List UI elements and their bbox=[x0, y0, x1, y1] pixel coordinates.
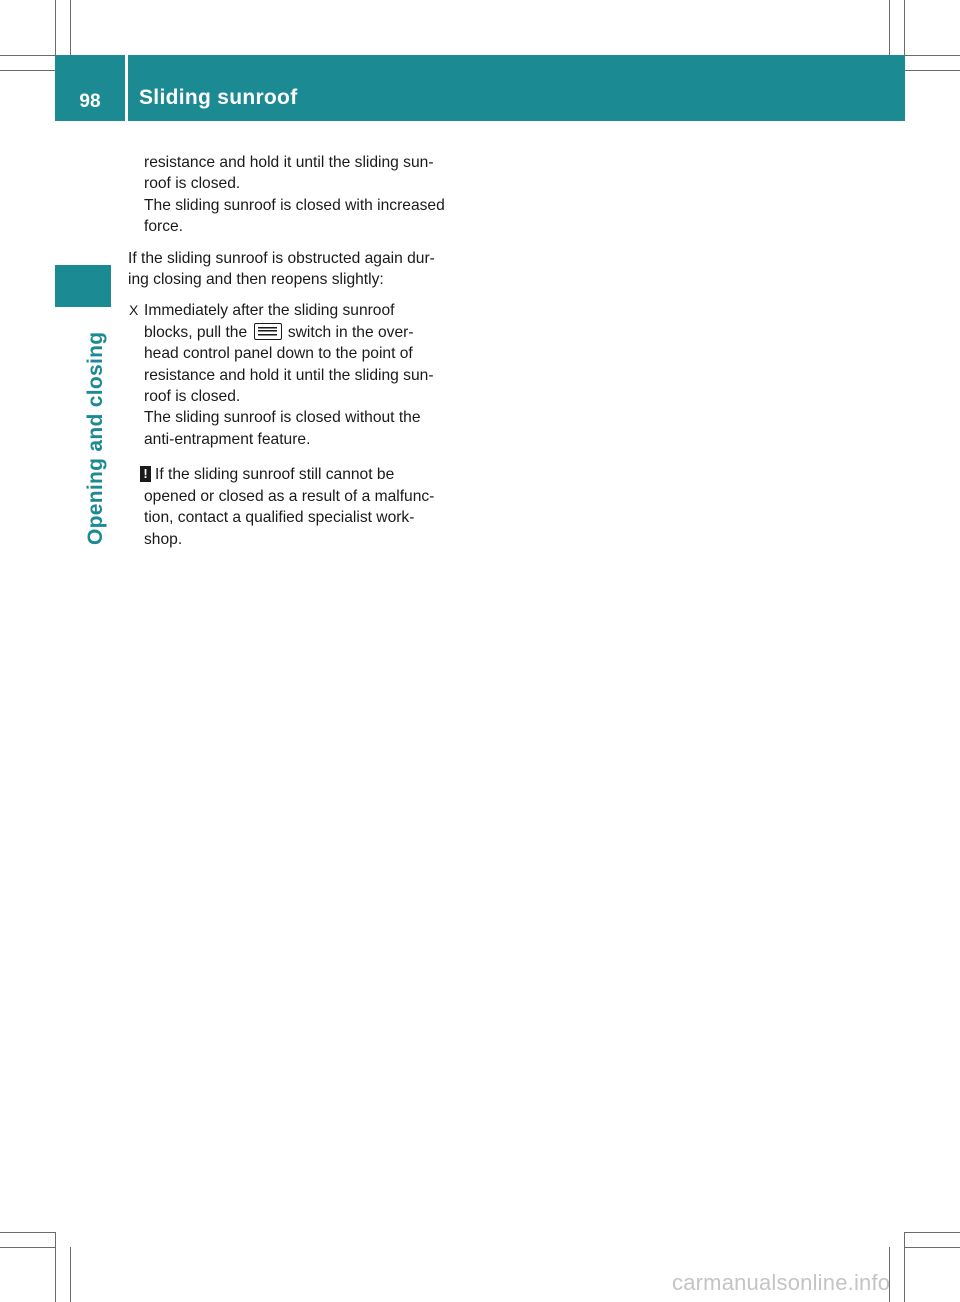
crop-mark bbox=[55, 1232, 56, 1302]
result-line: The sliding sunroof is closed with increased bbox=[144, 196, 445, 214]
sunroof-switch-icon bbox=[254, 323, 282, 340]
side-tab-marker bbox=[55, 265, 111, 307]
crop-mark bbox=[904, 1232, 905, 1302]
step-line bbox=[144, 322, 466, 343]
step-marker-icon: X bbox=[129, 302, 139, 319]
result-line: force. bbox=[144, 218, 183, 236]
text-line: roof is closed. bbox=[144, 175, 241, 193]
crop-mark bbox=[905, 55, 960, 56]
crop-mark bbox=[70, 1247, 71, 1302]
step-line: head control panel down to the point of bbox=[144, 345, 413, 363]
step-line: roof is closed. bbox=[144, 388, 241, 406]
crop-mark bbox=[905, 70, 960, 71]
warning-line: opened or closed as a result of a malfunc- bbox=[144, 487, 435, 505]
watermark: carmanualsonline.info bbox=[672, 1270, 891, 1295]
result-line: The sliding sunroof is closed without the bbox=[144, 409, 421, 427]
crop-mark bbox=[889, 0, 890, 55]
crop-mark bbox=[0, 1247, 55, 1248]
crop-mark bbox=[70, 0, 71, 55]
warning-line: If the sliding sunroof still cannot be bbox=[155, 466, 395, 484]
body-text bbox=[128, 152, 466, 550]
crop-mark bbox=[0, 1232, 55, 1233]
page-number: 98 bbox=[79, 91, 101, 112]
crop-mark bbox=[0, 70, 55, 71]
step-text: switch in the over- bbox=[287, 323, 414, 341]
warning-note bbox=[128, 464, 466, 550]
page-title: Sliding sunroof bbox=[139, 86, 298, 109]
condition-line: ing closing and then reopens slightly: bbox=[128, 271, 384, 289]
crop-mark bbox=[55, 0, 56, 55]
instruction-step bbox=[128, 300, 466, 450]
header-divider bbox=[125, 55, 128, 121]
step-text: blocks, pull the bbox=[144, 323, 248, 341]
crop-mark bbox=[905, 1247, 960, 1248]
warning-icon: ! bbox=[140, 466, 151, 482]
crop-mark bbox=[0, 55, 55, 56]
step-line: resistance and hold it until the sliding sun- bbox=[144, 366, 434, 384]
warning-line: tion, contact a qualified specialist work- bbox=[144, 509, 415, 527]
warning-line: shop. bbox=[144, 530, 183, 548]
result-line: anti-entrapment feature. bbox=[144, 430, 311, 448]
crop-mark bbox=[905, 1232, 960, 1233]
crop-mark bbox=[904, 0, 905, 55]
step-line: Immediately after the sliding sunroof bbox=[144, 302, 395, 320]
text-line: resistance and hold it until the sliding sun- bbox=[144, 154, 434, 171]
side-tab-label: Opening and closing bbox=[84, 331, 107, 545]
condition-line: If the sliding sunroof is obstructed again dur- bbox=[128, 249, 435, 267]
